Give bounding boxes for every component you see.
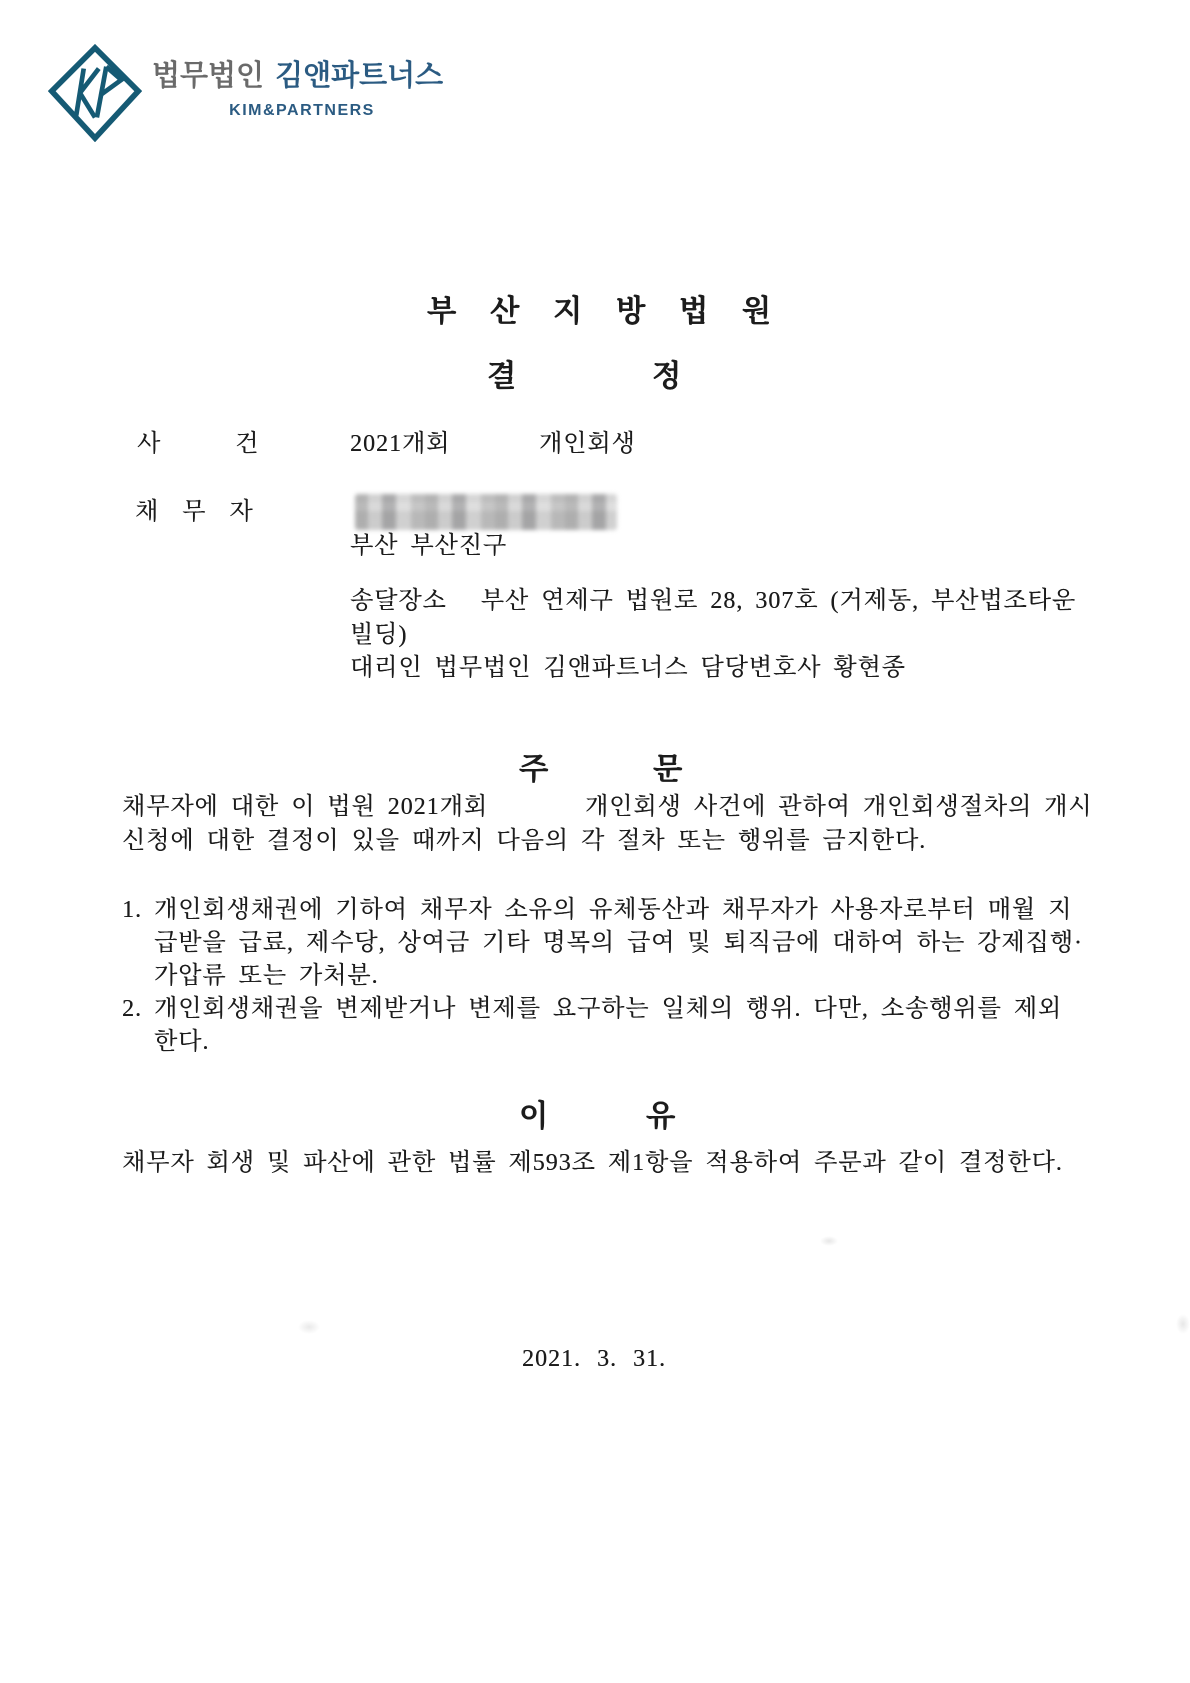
order-intro-line2: 신청에 대한 결정이 있을 때까지 다음의 각 절차 또는 행위를 금지한다. [122,828,927,854]
reason-heading-right: 유 [646,1100,675,1133]
order-heading-left: 주 [519,753,548,786]
service-address-text: 부산 연제구 법원로 28, 307호 (거제동, 부산법조타운 [480,588,1077,614]
order-item1-line2: 급받을 급료, 제수당, 상여금 기타 명목의 급여 및 퇴직금에 대하여 하는 강제집행· [154,930,1083,956]
scan-artifact [820,1236,838,1246]
decision-date: 2021. 3. 31. [522,1346,666,1372]
case-label: 사건 [137,431,334,457]
court-title: 부산지방법원 [427,295,805,328]
order-item2-line1: 개인회생채권을 변제받거나 변제를 요구하는 일체의 행위. 다만, 소송행위를 제외 [154,996,1063,1022]
service-address-label: 송달장소 [350,588,447,614]
firm-type-label: 법무법인 [152,60,265,92]
firm-name-korean [152,62,443,91]
reason-text: 채무자 회생 및 파산에 관한 법률 제593조 제1항을 적용하여 주문과 같이 결정한다. [122,1150,1063,1176]
scan-artifact [298,1320,320,1334]
redacted-debtor-name [355,494,617,530]
representative-line: 대리인 법무법인 김앤파트너스 담당변호사 황현종 [350,655,906,681]
case-type: 개인회생 [539,431,636,457]
service-address-line1 [350,589,1076,613]
order-intro-line1-left: 채무자에 대한 이 법원 2021개회 [122,794,489,820]
doc-type-left: 결 [487,360,516,393]
kp-diamond-monogram-icon [48,44,142,142]
service-address-line2: 빌딩) [350,622,408,648]
order-item2-number: 2. [122,996,142,1022]
order-item1-line3: 가압류 또는 가처분. [154,963,379,989]
letterhead-logo [48,42,468,142]
doc-type-right: 정 [652,360,681,393]
firm-name-english: KIM&PARTNERS [229,102,375,119]
debtor-label: 채무자 [135,499,277,525]
debtor-address: 부산 부산진구 [350,533,508,559]
order-heading-right: 문 [653,753,682,786]
firm-name-label: 김앤파트너스 [275,60,444,92]
order-intro-line1-right: 개인회생 사건에 관하여 개인회생절차의 개시 [585,794,1093,820]
order-item2-line2: 한다. [154,1029,210,1055]
order-item1-line1: 개인회생채권에 기하여 채무자 소유의 유체동산과 채무자가 사용자로부터 매월 지 [154,897,1073,923]
reason-heading-left: 이 [519,1100,548,1133]
case-number-prefix: 2021개회 [350,431,451,457]
scan-artifact [1176,1314,1190,1334]
order-item1-number: 1. [122,897,142,923]
